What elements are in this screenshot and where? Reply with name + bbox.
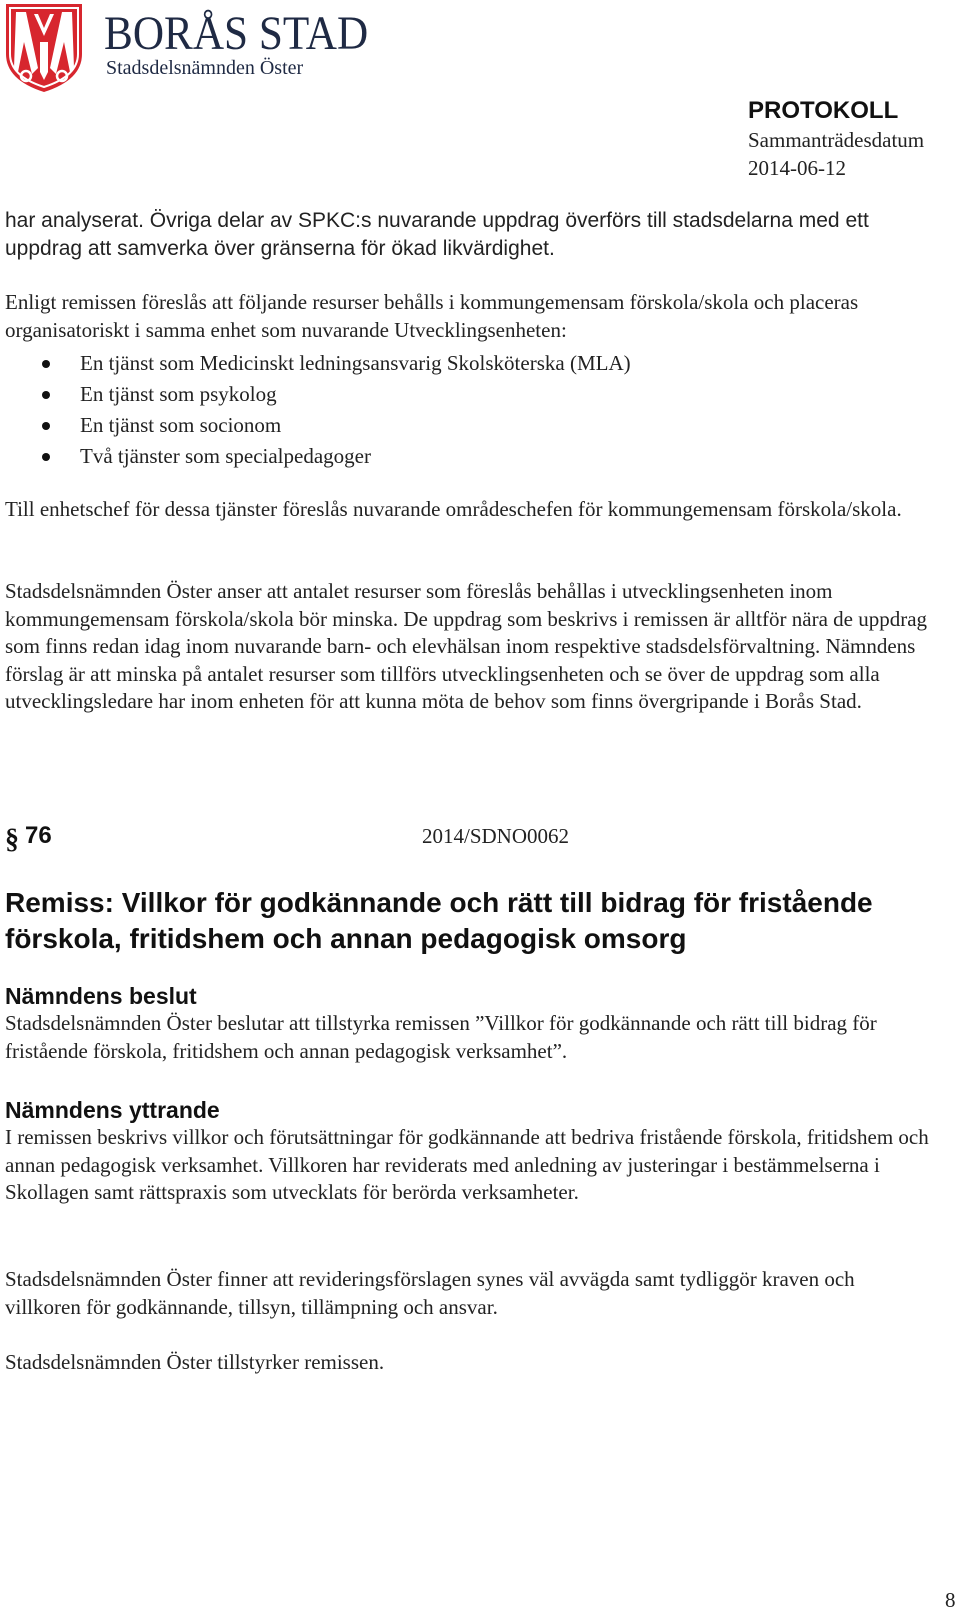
statement-heading: Nämndens yttrande: [5, 1097, 220, 1123]
bullet-dot-icon: [42, 391, 50, 399]
section-number: 76: [25, 822, 52, 849]
page-number: 8: [945, 1588, 956, 1612]
brand-subtitle: Stadsdelsnämnden Öster: [106, 57, 304, 79]
decision-heading: Nämndens beslut: [5, 983, 197, 1009]
paragraph-namnden-anser: Stadsdelsnämnden Öster anser att antalet resurser som föreslås behållas i utvecklingsenheten inom kommungemensam förskola/skola bör minska. De uppdrag som beskrivs i remissen är alltför nära de uppdrag som finns redan idag inom nuvarande barn- och elevhälsan inom respektive stadsdelsförvaltning. Nämndens förslag är att minska på antalet resurser som tillförs utvecklingsenheten och se över de uppdrag som alla utvecklingsledare har inom enheten för att kunna möta de behov som finns övergripande i Borås Stad.: [5, 579, 928, 713]
statement-paragraph-1: I remissen beskrivs villkor och förutsättningar för godkännande att bedriva fristående förskola, fritidshem och annan pedagogisk verksamhet. Villkoren har reviderats med anledning av justeringar i bestämmelserna i Skollagen samt rättspraxis som utvecklats för berörda verksamheter.: [5, 1125, 929, 1204]
decision-text: Stadsdelsnämnden Öster beslutar att tillstyrka remissen ”Villkor för godkännande och rätt till bidrag för fristående förskola, fritidshem och annan pedagogisk verksamhet”.: [5, 1011, 877, 1063]
protocol-header: [748, 96, 924, 182]
meeting-date-label: Sammanträdesdatum: [748, 128, 925, 152]
resource-list: [0, 348, 930, 472]
list-item-text: Två tjänster som specialpedagoger: [80, 444, 371, 468]
list-item: [0, 348, 930, 379]
list-item-text: En tjänst som socionom: [80, 413, 282, 437]
meeting-date: 2014-06-12: [748, 156, 846, 180]
bullet-dot-icon: [42, 453, 50, 461]
statement-paragraph-3: Stadsdelsnämnden Öster tillstyrker remissen.: [5, 1350, 385, 1374]
paragraph-remiss-resurser: Enligt remissen föreslås att följande resurser behålls i kommungemensam förskola/skola och placeras organisatoriskt i samma enhet som nuvarande Utvecklingsenheten:: [5, 290, 859, 342]
list-item: [0, 410, 930, 441]
list-item-text: En tjänst som psykolog: [80, 382, 277, 406]
bullet-dot-icon: [42, 422, 50, 430]
case-number: 2014/SDNO0062: [422, 824, 570, 848]
statement-paragraph-2: Stadsdelsnämnden Öster finner att revideringsförslagen synes väl avvägda samt tydliggör kraven och villkoren för godkännande, tillsyn, tillämpning och ansvar.: [5, 1267, 855, 1319]
brand-title: BORÅS STAD: [104, 7, 369, 60]
list-item: [0, 379, 930, 410]
paragraph-continuation: har analyserat. Övriga delar av SPKC:s nuvarande uppdrag överförs till stadsdelarna med ett uppdrag att samverka över gränserna för ökad likvärdighet.: [5, 209, 869, 260]
section-heading: Remiss: Villkor för godkännande och rätt till bidrag för fristående förskola, fritidshem och annan pedagogisk omsorg: [5, 887, 873, 954]
list-item-text: En tjänst som Medicinskt ledningsansvarig Skolsköterska (MLA): [80, 351, 631, 375]
paragraph-enhetschef: Till enhetschef för dessa tjänster föreslås nuvarande områdeschefen för kommungemensam förskola/skola.: [5, 497, 902, 521]
paragraph-sign: §: [5, 824, 19, 855]
borås-stad-shield-logo-icon: [4, 2, 84, 94]
protocol-title: PROTOKOLL: [748, 97, 899, 124]
list-item: [0, 441, 930, 472]
bullet-dot-icon: [42, 360, 50, 368]
